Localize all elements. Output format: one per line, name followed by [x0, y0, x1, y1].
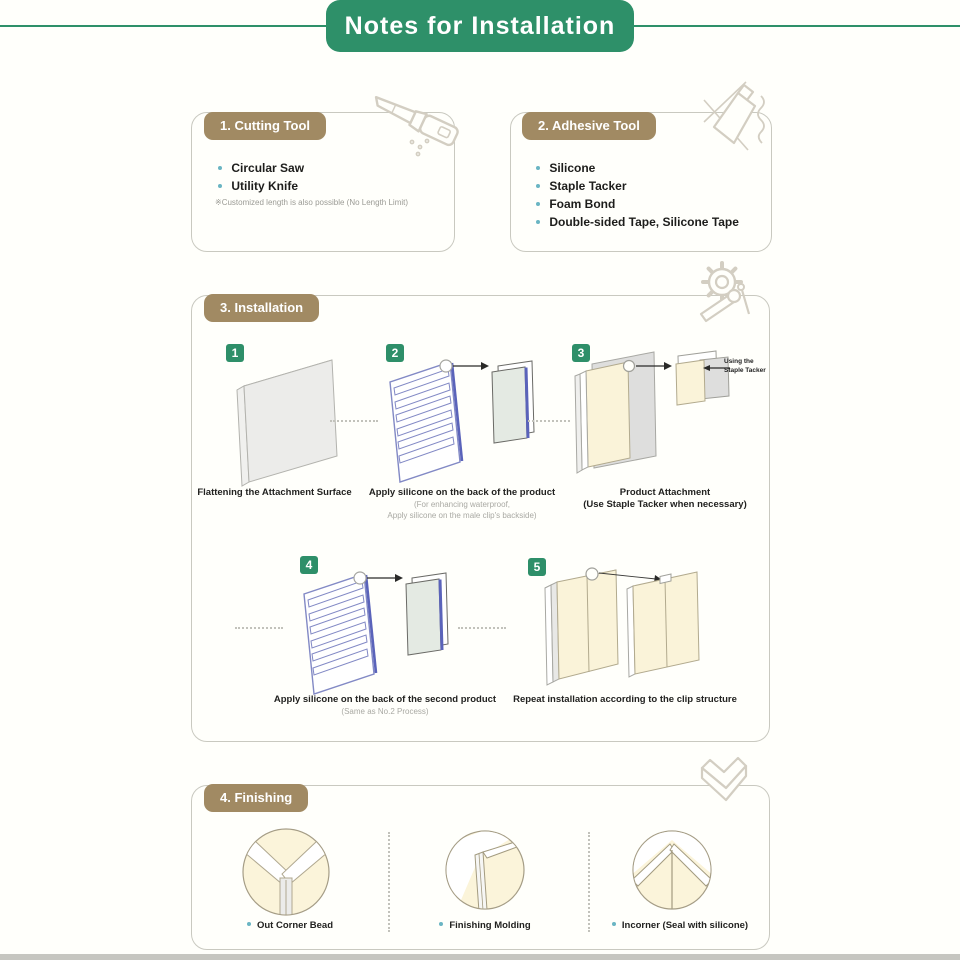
- bullet-icon: [612, 922, 616, 926]
- step2-illustration: [378, 350, 553, 485]
- step-badge-1: 1: [226, 344, 244, 362]
- bullet-icon: [247, 922, 251, 926]
- dotted-divider-vertical: [388, 832, 390, 932]
- silicone-tube-icon: [694, 80, 774, 158]
- bullet-icon: [218, 166, 222, 170]
- dotted-divider-vertical: [588, 832, 590, 932]
- step4-caption-text: Apply silicone on the back of the second product: [273, 694, 497, 705]
- step2-subcaption-2: Apply silicone on the male clip's backside): [387, 511, 537, 520]
- bottom-page-strip: [0, 954, 960, 960]
- out-corner-bead-illustration: [240, 828, 332, 920]
- cutting-note: ※Customized length is also possible (No Length Limit): [215, 198, 409, 207]
- bullet-icon: [536, 166, 540, 170]
- list-item: [218, 161, 304, 175]
- step3-annotation: Using the Staple Tacker: [724, 358, 766, 374]
- list-item-text: Circular Saw: [231, 161, 305, 175]
- step4-subcaption: (Same as No.2 Process): [341, 707, 429, 716]
- incorner-illustration: [630, 830, 714, 914]
- page-title: Notes for Installation: [344, 11, 616, 40]
- bullet-icon: [536, 202, 540, 206]
- bullet-icon: [536, 184, 540, 188]
- page-title-banner: [326, 0, 634, 52]
- step-badge-2: 2: [386, 344, 404, 362]
- list-item: [536, 197, 615, 211]
- step4-illustration: [292, 562, 467, 697]
- bullet-icon: [536, 220, 540, 224]
- bullet-icon: [439, 922, 443, 926]
- list-item-text: Foam Bond: [549, 197, 616, 211]
- step1-illustration: [228, 356, 358, 491]
- dotted-separator: [330, 420, 378, 422]
- list-item: [536, 179, 627, 193]
- dotted-separator: [235, 627, 283, 629]
- list-item-text: Utility Knife: [231, 179, 299, 193]
- list-item: [218, 179, 298, 193]
- step-badge-4: 4: [300, 556, 318, 574]
- list-item-text: Staple Tacker: [549, 179, 627, 193]
- corner-bead-icon: [698, 756, 754, 814]
- section-finishing-label: 4. Finishing: [204, 784, 308, 812]
- step-badge-5: 5: [528, 558, 546, 576]
- finishing-caption-1: [210, 920, 370, 931]
- list-item: [536, 161, 595, 175]
- step2-caption-text: Apply silicone on the back of the product: [368, 487, 556, 498]
- dotted-separator: [458, 627, 506, 629]
- bullet-icon: [218, 184, 222, 188]
- section-cutting-label: 1. Cutting Tool: [204, 112, 326, 140]
- step-badge-3: 3: [572, 344, 590, 362]
- list-item-text: Double-sided Tape, Silicone Tape: [549, 215, 739, 229]
- step3-caption-line1: Product Attachment: [619, 487, 711, 498]
- section-installation-label: 3. Installation: [204, 294, 319, 322]
- finishing-caption-1-text: Out Corner Bead: [256, 920, 333, 931]
- step5-caption: Repeat installation according to the clip structure: [513, 694, 737, 705]
- gear-wrench-icon: [688, 258, 758, 328]
- list-item: [536, 215, 739, 229]
- step2-subcaption-1: (For enhancing waterproof,: [413, 500, 511, 509]
- finishing-caption-3-text: Incorner (Seal with silicone): [621, 920, 749, 931]
- list-item-text: Silicone: [549, 161, 596, 175]
- section-adhesive-label: 2. Adhesive Tool: [522, 112, 656, 140]
- step3-caption: [560, 487, 770, 511]
- step1-caption: Flattening the Attachment Surface: [197, 487, 352, 498]
- step3-caption-line2: (Use Staple Tacker when necessary): [583, 499, 747, 510]
- finishing-molding-illustration: [443, 830, 527, 914]
- step2-caption: [362, 487, 562, 521]
- step4-caption: [270, 694, 500, 717]
- finishing-caption-2: [400, 920, 570, 931]
- utility-knife-icon: [368, 80, 466, 160]
- step5-illustration: [515, 560, 760, 690]
- finishing-caption-2-text: Finishing Molding: [449, 920, 531, 931]
- dotted-separator: [528, 420, 570, 422]
- finishing-caption-3: [590, 920, 770, 931]
